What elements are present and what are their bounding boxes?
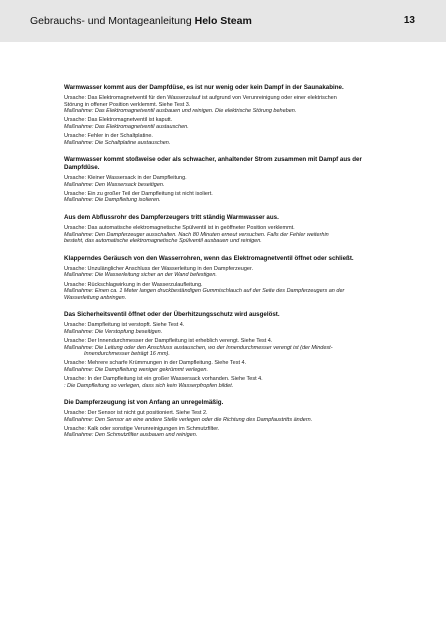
section-heading-line: Die Dampferzeugung ist von Anfang an unregelmäßig. (64, 399, 224, 407)
remedy-text: besteht, das automatische elektromagnetische Spülventil ausbauen und reinigen. (64, 238, 262, 245)
product-name: Helo Steam (194, 15, 252, 27)
section-heading-line: Dampfdüse. (64, 164, 100, 172)
remedy-text: Maßnahme: Die Leitung oder den Anschluss austauschen, wo der Innendurchmesser verengt ist (der Mindest- (64, 344, 333, 351)
section-heading-line: Warmwasser kommt aus der Dampfdüse, es ist nur wenig oder kein Dampf in der Saunakabine. (64, 84, 344, 91)
remedy-text: Maßnahme: Die Dampfleitung weniger gekrümmt verlegen. (64, 366, 208, 373)
troubleshooting-section (64, 84, 406, 146)
cause-text: Ursache: Ein zu großer Teil der Dampfleitung ist nicht isoliert. (64, 190, 213, 197)
page-header (0, 0, 446, 42)
section-heading (64, 255, 406, 263)
remedy-text: Maßnahme: Die Dampfleitung isolieren. (64, 197, 161, 204)
cause-text: Ursache: Der Innendurchmesser der Dampfleitung ist erheblich verengt. Siehe Test 4. (64, 337, 273, 344)
remedy-text: Maßnahme: Die Wasserleitung sicher an der Wand befestigen. (64, 272, 217, 279)
cause-remedy-entry (64, 95, 406, 115)
section-heading-line: Warmwasser kommt stoßweise oder als schwacher, anhaltender Strom zusammen mit Dampf aus der (64, 156, 362, 164)
cause-remedy-entry (64, 282, 406, 302)
troubleshooting-section (64, 399, 406, 439)
cause-remedy-entry (64, 133, 406, 146)
cause-text: Ursache: Dampfleitung ist verstopft. Siehe Test 4. (64, 322, 185, 329)
cause-remedy-entry (64, 360, 406, 373)
cause-remedy-entry (64, 117, 406, 130)
remedy-text: : Die Dampfleitung so verlegen, dass sich kein Wasserpfropfen bildet. (64, 382, 234, 389)
section-heading (64, 84, 406, 92)
troubleshooting-content (64, 84, 406, 449)
cause-remedy-entry (64, 191, 406, 204)
cause-text: Ursache: Das automatische elektromagnetische Spülventil ist in geöffneter Position verklemmt. (64, 225, 295, 232)
cause-remedy-entry (64, 266, 406, 279)
troubleshooting-section (64, 214, 406, 245)
cause-text: Ursache: Unzulänglicher Anschluss der Wasserleitung in den Dampferzeuger. (64, 265, 254, 272)
cause-text: Ursache: Mehrere scharfe Krümmungen in der Dampfleitung. Siehe Test 4. (64, 360, 247, 367)
cause-remedy-entry (64, 225, 406, 245)
section-heading-line: Klapperndes Geräusch von den Wasserrohren, wenn das Elektromagnetventil öffnet oder schließt. (64, 254, 354, 262)
remedy-text: Maßnahme: Einen ca. 1 Meter langen druckbeständigen Gummischlauch auf der Seite des Dampferzeugers an der (64, 288, 345, 295)
cause-remedy-entry (64, 410, 406, 423)
cause-text: Ursache: In der Dampfleitung ist ein großer Wassersack vorhanden. Siehe Test 4. (64, 375, 263, 382)
troubleshooting-section (64, 311, 406, 389)
remedy-text: Maßnahme: Den Schmutzfilter ausbauen und reinigen. (64, 432, 198, 439)
cause-remedy-entry (64, 175, 406, 188)
remedy-text: Innendurchmesser beträgt 16 mm). (84, 351, 170, 358)
cause-remedy-entry (64, 338, 406, 358)
cause-remedy-entry (64, 322, 406, 335)
troubleshooting-section (64, 156, 406, 204)
remedy-text: Maßnahme: Die Verstopfung beseitigen. (64, 328, 163, 335)
cause-text: Ursache: Das Elektromagnetventil ist kaputt. (64, 117, 173, 124)
section-heading (64, 399, 406, 407)
cause-remedy-entry (64, 426, 406, 439)
remedy-text: Maßnahme: Den Wassersack beseitigen. (64, 181, 165, 188)
remedy-text: Maßnahme: Die Schaltplatine austauschen. (64, 139, 171, 146)
cause-text: Ursache: Kleiner Wassersack in der Dampfleitung. (64, 175, 187, 182)
cause-text: Ursache: Rückschlagwirkung in der Wasserzulaufleitung. (64, 281, 203, 288)
section-heading (64, 156, 406, 172)
cause-remedy-entry (64, 376, 406, 389)
cause-text: Störung in offener Position verklemmt. Siehe Test 3. (64, 101, 191, 108)
remedy-text: Maßnahme: Das Elektromagnetventil ausbauen und reinigen. Die elektrische Störung beheben. (64, 108, 297, 115)
remedy-text: Wasserleitung anbringen. (64, 294, 127, 301)
cause-text: Ursache: Fehler in der Schaltplatine. (64, 132, 153, 139)
page-number: 13 (403, 15, 415, 26)
cause-text: Ursache: Der Sensor ist nicht gut positioniert. Siehe Test 2. (64, 410, 208, 417)
remedy-text: Maßnahme: Den Dampferzeuger ausschalten. Nach 80 Minuten erneut versuchen. Falls der Fehler weiterhin (64, 231, 329, 238)
section-heading (64, 214, 406, 222)
remedy-text: Maßnahme: Den Sensor an eine andere Stelle verlegen oder die Richtung des Dampfaustritts ändern. (64, 416, 313, 423)
troubleshooting-section (64, 255, 406, 301)
cause-text: Ursache: Kalk oder sonstige Verunreinigungen im Schmutzfilter. (64, 425, 220, 432)
remedy-text: Maßnahme: Das Elektromagnetventil austauschen. (64, 123, 189, 130)
section-heading (64, 311, 406, 319)
cause-text: Ursache: Das Elektromagnetventil für den Wasserzulauf ist aufgrund von Verunreinigung oder einer elektrischen (64, 95, 337, 101)
document-title (30, 15, 252, 27)
section-heading-line: Aus dem Abflussrohr des Dampferzeugers tritt ständig Warmwasser aus. (64, 214, 279, 222)
document-title-prefix: Gebrauchs- und Montageanleitung (30, 15, 195, 27)
section-heading-line: Das Sicherheitsventil öffnet oder der Überhitzungsschutz wird ausgelöst. (64, 311, 280, 319)
